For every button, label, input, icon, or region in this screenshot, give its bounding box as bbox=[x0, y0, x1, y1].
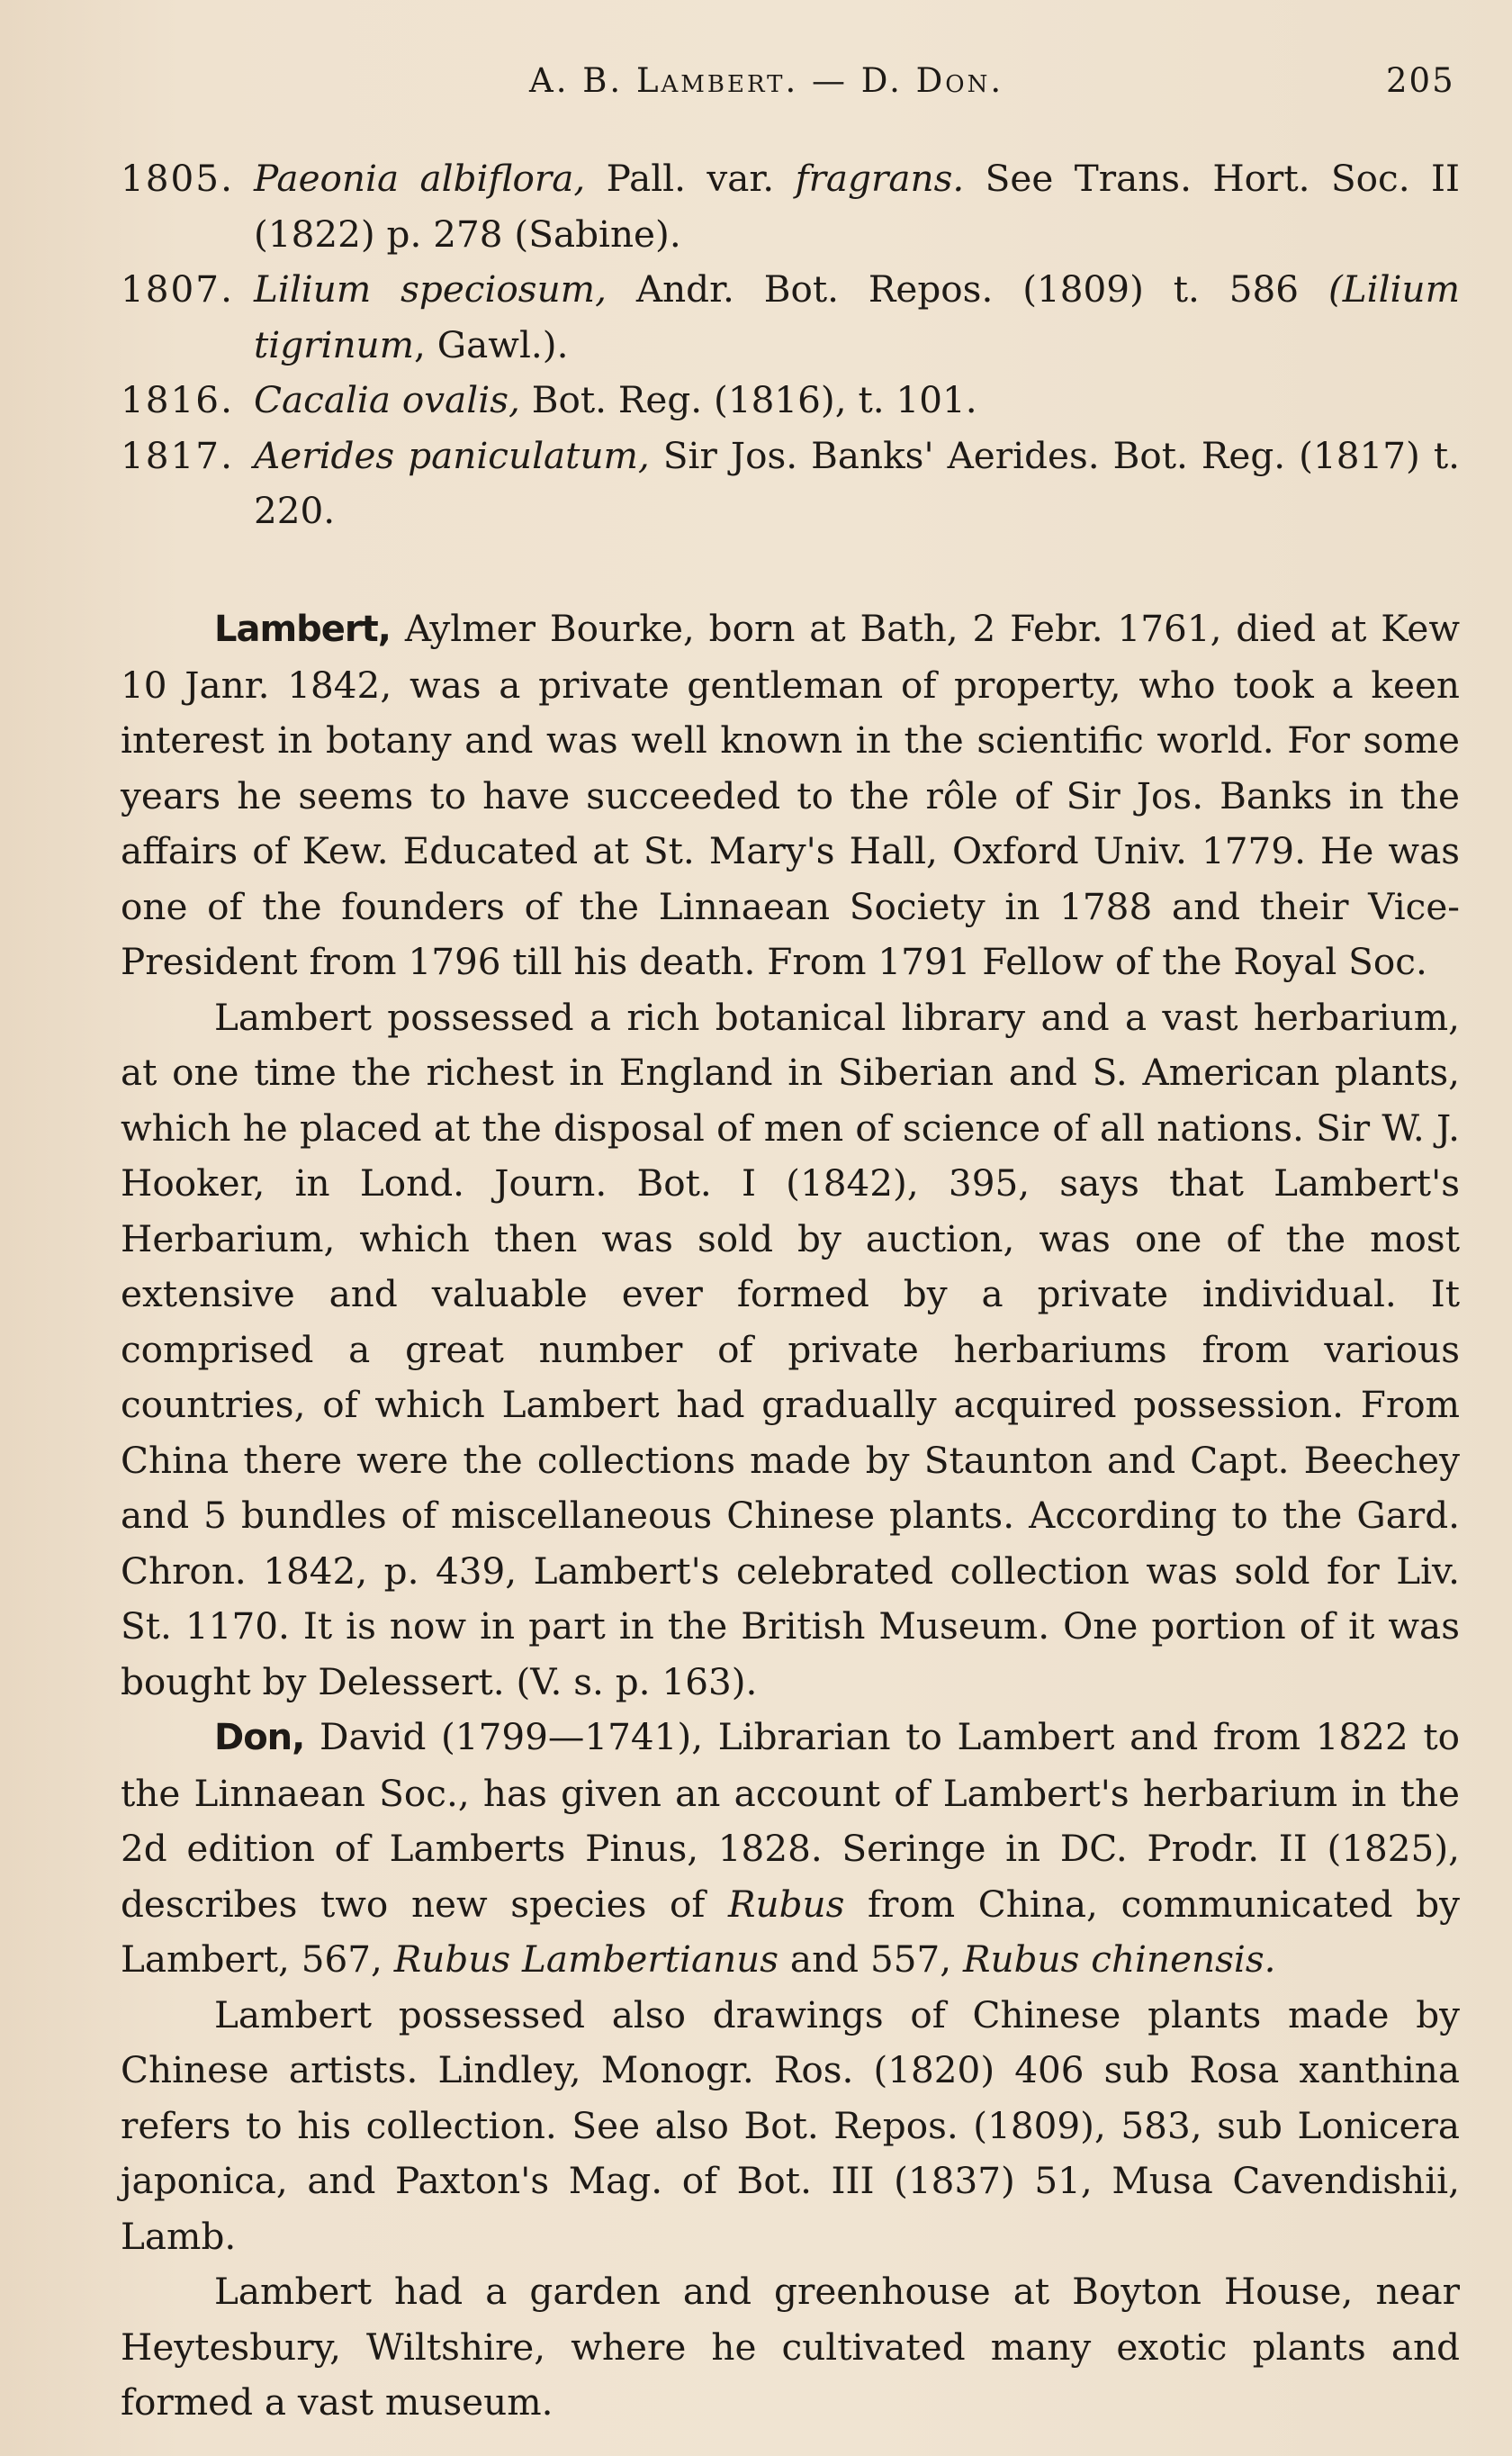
page-header bbox=[0, 61, 1512, 115]
drawings-paragraph: Lambert possessed also drawings of Chinese plants made by Chinese artists. Lindley, Monogr. Ros. (1820) 406 sub Rosa xanthina refers to his collection. See also Bot. Repos. (1809), 583, sub Lonicera japonica, and Paxton's Mag. of Bot. III (1837) 51, Musa Cavendishii, Lamb. bbox=[121, 1992, 1460, 2258]
garden-paragraph: Lambert had a garden and greenhouse at Boyton House, near Heytesbury, Wiltshire, where he cultivated many exotic plants and formed a vast museum. bbox=[121, 2270, 1460, 2424]
biography-section bbox=[121, 601, 1460, 2431]
entry-reference: , Gawl.). bbox=[414, 322, 569, 366]
entry-detail: Sir Jos. Banks' Aerides. Bot. Reg. (1817) t. 220. bbox=[254, 433, 1460, 532]
running-head: A. B. Lambert. — D. Don. bbox=[529, 61, 1004, 100]
synonym-name: (Lilium tigrinum bbox=[254, 267, 1460, 366]
entry-text bbox=[254, 429, 1460, 539]
species-name: Rubus chinensis. bbox=[963, 1937, 1276, 1981]
don-heading: Don, bbox=[214, 1717, 305, 1758]
don-text-2: from China, communicated by Lambert, 567, bbox=[121, 1882, 1460, 1981]
page-number: 205 bbox=[1386, 61, 1455, 100]
genus-name: Rubus bbox=[728, 1882, 845, 1926]
species-name: Cacalia ovalis, bbox=[254, 378, 520, 421]
lambert-paragraph bbox=[121, 601, 1460, 990]
don-text-3: and 557, bbox=[778, 1937, 964, 1981]
entry-detail: Andr. Bot. Repos. (1809) t. 586 bbox=[606, 267, 1328, 311]
entry-text bbox=[254, 373, 1460, 429]
species-name: Paeonia albiflora, bbox=[254, 157, 586, 200]
don-text: David (1799—1741), Librarian to Lambert and from 1822 to the Linnaean Soc., has given an account of Lambert's herbarium in the 2d edition of Lamberts Pinus, 1828. Seringe in DC. Prodr. II (1825), describes two new species of bbox=[121, 1715, 1460, 1926]
species-name: Rubus Lambertianus bbox=[393, 1937, 779, 1981]
list-item bbox=[121, 429, 1460, 539]
entry-detail: Bot. Reg. (1816), t. 101. bbox=[519, 378, 977, 421]
list-item bbox=[121, 151, 1460, 262]
list-item bbox=[121, 262, 1460, 373]
entry-year: 1805. bbox=[121, 157, 234, 200]
entry-text bbox=[254, 262, 1460, 373]
lambert-heading: Lambert, bbox=[214, 609, 391, 650]
lambert-text: Aylmer Bourke, born at Bath, 2 Febr. 1761, died at Kew 10 Janr. 1842, was a private gentleman of property, who took a keen interest in botany and was well known in the scientific world. For some years he seems to have succeeded to the rôle of Sir Jos. Banks in the affairs of Kew. Educated at St. Mary's Hall, Oxford Univ. 1779. He was one of the founders of the Linnaean Society in 1788 and their Vice-President from 1796 till his death. From 1791 Fellow of the Royal Soc. bbox=[121, 607, 1460, 983]
variety-name: fragrans. bbox=[795, 157, 965, 200]
entry-detail: Pall. var. bbox=[585, 157, 796, 200]
entry-year: 1816. bbox=[121, 378, 234, 421]
entry-reference: See Trans. Hort. Soc. II (1822) p. 278 (Sabine). bbox=[254, 157, 1460, 256]
entry-year: 1807. bbox=[121, 267, 234, 311]
don-paragraph bbox=[121, 1710, 1460, 1988]
entry-year: 1817. bbox=[121, 433, 234, 477]
introduction-list bbox=[121, 151, 1460, 539]
list-item bbox=[121, 373, 1460, 429]
herbarium-paragraph: Lambert possessed a rich botanical library and a vast herbarium, at one time the richest in England in Siberian and S. American plants, which he placed at the disposal of men of science of all nations. Sir W. J. Hooker, in Lond. Journ. Bot. I (1842), 395, says that Lambert's Herbarium, which then was sold by auction, was one of the most extensive and valuable ever formed by a private individual. It comprised a great number of private herbariums from various countries, of which Lambert had gradually acquired possession. From China there were the collections made by Staunton and Capt. Beechey and 5 bundles of miscellaneous Chinese plants. According to the Gard. Chron. 1842, p. 439, Lambert's celebrated collection was sold for Liv. St. 1170. It is now in part in the British Museum. One portion of it was bought by Delessert. (V. s. p. 163). bbox=[121, 995, 1460, 1703]
entry-text bbox=[254, 151, 1460, 262]
species-name: Lilium speciosum, bbox=[254, 267, 607, 311]
species-name: Aerides paniculatum, bbox=[254, 433, 650, 477]
